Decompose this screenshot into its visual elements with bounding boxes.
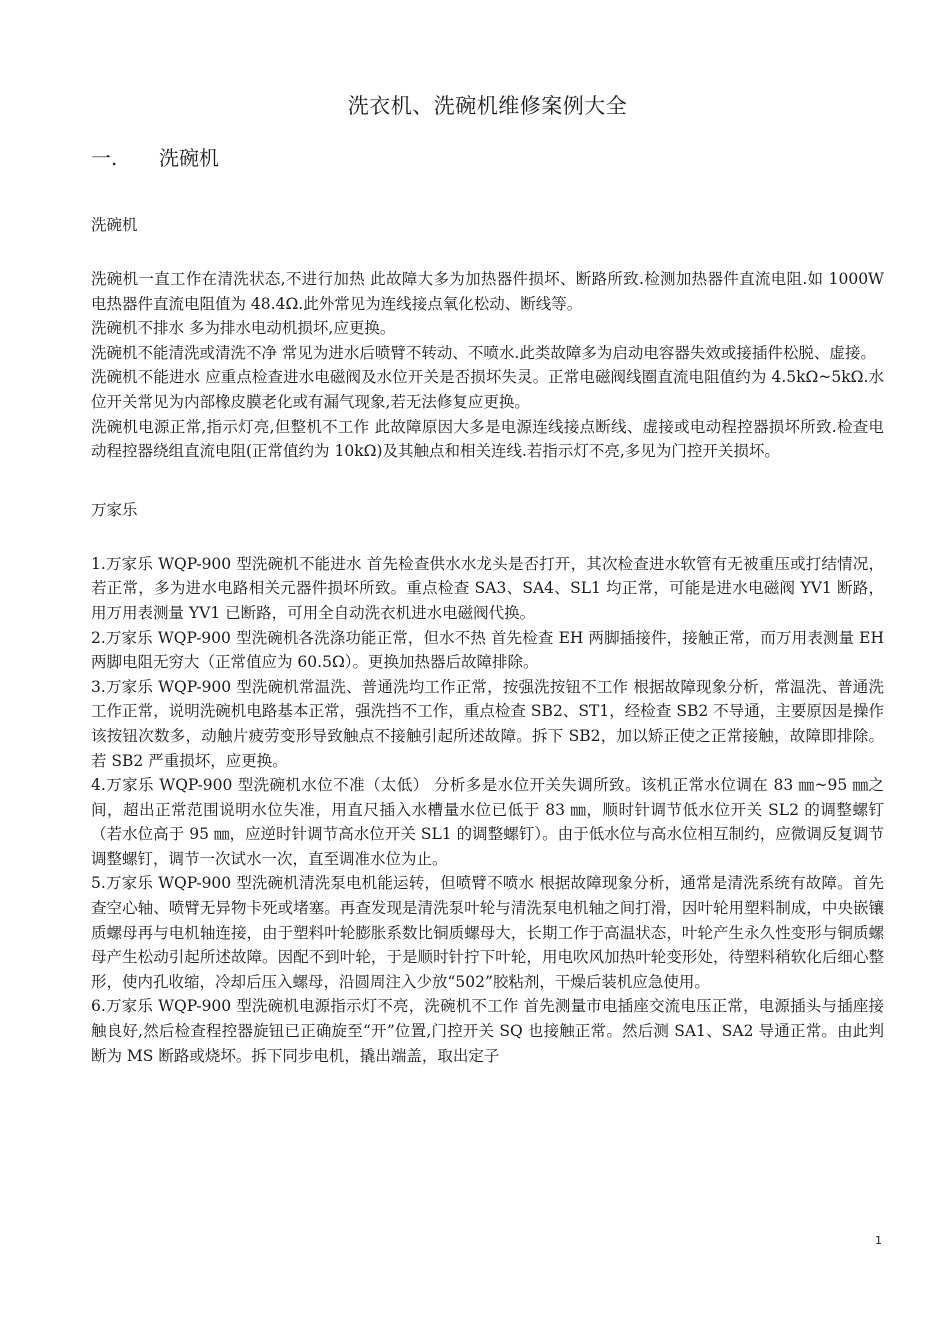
paragraph: 3.万家乐 WQP-900 型洗碗机常温洗、普通洗均工作正常，按强洗按钮不工作 根据故障现象分析，常温洗、普通洗工作正常，说明洗碗机电路基本正常，强洗挡不工作，重点检查 SB2、ST1，经检查 SB2 不导通，主要原因是操作该按钮次数多，动触片疲劳变形导致触点不接触引起所述故障。拆下 SB2，加以矫正使之正常接触，故障即排除。若 SB2 严重损坏，应更换。: [91, 677, 884, 770]
group-heading: 万家乐: [91, 500, 138, 519]
section-label: 洗碗机: [159, 146, 219, 170]
paragraph: 洗碗机一直工作在清洗状态,不进行加热 此故障大多为加热器件损坏、断路所致.检测加热器件直流电阻.如 1000W 电热器件直流电阻值为 48.4Ω.此外常见为连线接点氧化松动、断线等。: [91, 270, 884, 313]
page-title: 洗衣机、洗碗机维修案例大全: [347, 94, 628, 118]
paragraph: 6.万家乐 WQP-900 型洗碗机电源指示灯不亮，洗碗机不工作 首先测量市电插座交流电压正常，电源插头与插座接触良好,然后检查程控器旋钮已正确旋至“开”位置,门控开关 SQ 也接触正常。然后测 SA1、SA2 导通正常。由此判断为 MS 断路或烧坏。拆下同步电机，撬出端盖，取出定子: [91, 997, 884, 1065]
group-dishwasher: [91, 213, 884, 464]
paragraph: 5.万家乐 WQP-900 型洗碗机清洗泵电机能运转，但喷臂不喷水 根据故障现象分析，通常是清洗系统有故障。首先查空心轴、喷臂无异物卡死或堵塞。再查发现是清洗泵叶轮与清洗泵电机轴之间打滑，因叶轮用塑料制成，中央嵌镶质螺母再与电机轴连接，由于塑料叶轮膨胀系数比铜质螺母大，长期工作于高温状态，叶轮产生永久性变形与铜质螺母产生松动引起所述故障。因配不到叶轮，于是顺时针拧下叶轮，用电吹风加热叶轮变形处，待塑料稍软化后细心整形，使内孔收缩，冷却后压入螺母，沿圆周注入少放“502”胶粘剂，干燥后装机应急使用。: [91, 874, 884, 991]
section-heading: [91, 142, 884, 171]
paragraph: 洗碗机不排水 多为排水电动机损坏,应更换。: [91, 319, 396, 338]
paragraph: 洗碗机不能进水 应重点检查进水电磁阀及水位开关是否损坏失灵。正常电磁阀线圈直流电阻值约为 4.5kΩ~5kΩ.水位开关常见为内部橡皮膜老化或有漏气现象,若无法修复应更换。: [91, 368, 884, 411]
group-heading: 洗碗机: [91, 216, 138, 234]
paragraph: 1.万家乐 WQP-900 型洗碗机不能进水 首先检查供水水龙头是否打开，其次检查进水软管有无被重压或打结情况，若正常，多为进水电路相关元器件损坏所致。重点检查 SA3、SA4、SL1 均正常，可能是进水电磁阀 YV1 断路，用万用表测量 YV1 已断路，可用全自动洗衣机进水电磁阀代换。: [91, 554, 884, 622]
page-number: 1: [875, 1234, 882, 1247]
group-wanjiale: [91, 498, 884, 1068]
paragraph: 2.万家乐 WQP-900 型洗碗机各洗涤功能正常，但水不热 首先检查 EH 两脚插接件，接触正常，而万用表测量 EH 两脚电阻无穷大（正常值应为 60.5Ω）。更换加热器后故障排除。: [91, 628, 884, 672]
section-number: 一.: [91, 146, 118, 170]
paragraph: 洗碗机电源正常,指示灯亮,但整机不工作 此故障原因大多是电源连线接点断线、虚接或电动程控器损坏所致.检查电动程控器绕组直流电阻(正常值约为 10kΩ)及其触点和相关连线.若指示灯不亮,多见为门控开关损坏。: [91, 417, 884, 461]
paragraph: 洗碗机不能清洗或清洗不净 常见为进水后喷臂不转动、不喷水.此类故障多为启动电容器失效或接插件松脱、虚接。: [91, 343, 876, 362]
paragraph: 4.万家乐 WQP-900 型洗碗机水位不准（太低） 分析多是水位开关失调所致。该机正常水位调在 83 ㎜~95 ㎜之间，超出正常范围说明水位失准，用直尺插入水槽量水位已低于 83 ㎜，顺时针调节低水位开关 SL2 的调整螺钉（若水位高于 95 ㎜，应逆时针调节高水位开关 SL1 的调整螺钉）。由于低水位与高水位相互制约，应微调反复调节调整螺钉，调节一次试水一次，直至调准水位为止。: [91, 776, 884, 868]
